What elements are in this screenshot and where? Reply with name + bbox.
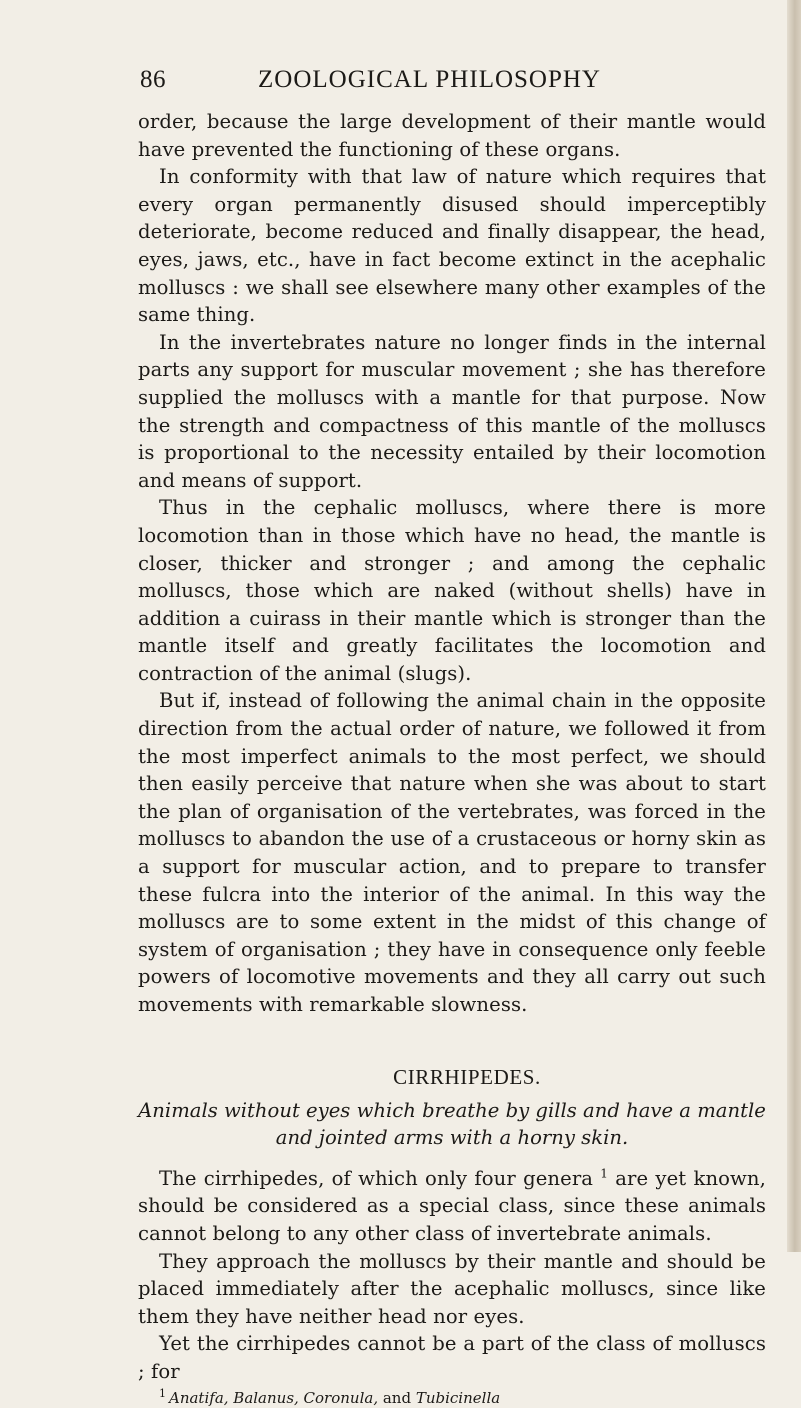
- paragraph-4: Thus in the cephalic molluscs, where there is more locomotion than in those which have no head, the mantle is closer, thicker and stronger ; and among the cephalic molluscs, those which are naked (without shells) have in addition a cuirass in their mantle which is stronger than the mantle itself and greatly facilitates the locomotion and contraction of the animal (slugs).: [138, 496, 766, 685]
- section-paragraph-1-end: are yet known, should be considered as a special class, since these animals cannot belong to any other class of invertebrate animals.: [138, 1166, 766, 1245]
- paragraph-5: But if, instead of following the animal chain in the opposite direction from the actual order of nature, we followed it from the most imperfect animals to the most perfect, we should then easily perceive that nature when she was about to start the plan of organisation of the vertebrates, was forced in the molluscs to abandon the use of a crustaceous or horny skin as a support for muscular action, and to prepare to transfer these fulcra into the interior of the animal. In this way the molluscs are to some extent in the midst of this change of system of organisation ; they have in consequence only feeble powers of locomotive movements and they all carry out such movements with remarkable slowness.: [138, 689, 766, 1016]
- footnote: [138, 1388, 766, 1408]
- footnote-genus-last: Tubicinella: [415, 1388, 501, 1407]
- section-paragraph-1: [138, 1165, 766, 1248]
- page-edge: [787, 0, 801, 1252]
- section-subtitle: Animals without eyes which breathe by gills and have a mantle and jointed arms with a horny skin.: [138, 1098, 766, 1150]
- paragraph-2: In conformity with that law of nature which requires that every organ permanently disused should imperceptibly deteriorate, become reduced and finally disappear, the head, eyes, jaws, etc., have in fact become extinct in the acephalic molluscs : we shall see elsewhere many other examples of the same thing.: [138, 165, 766, 327]
- page-number: 86: [140, 66, 166, 93]
- footnote-reference: 1: [600, 1166, 609, 1181]
- page-body: [138, 108, 766, 1408]
- footnote-connector: and: [378, 1388, 416, 1407]
- paragraph-3: In the invertebrates nature no longer finds in the internal parts any support for muscular movement ; she has therefore supplied the molluscs with a mantle for that purpose. Now the strength and compactness of this mantle of the molluscs is proportional to the necessity entailed by their locomotion and means of support.: [138, 330, 766, 492]
- page-header: [0, 66, 801, 98]
- section-paragraph-3: Yet the cirrhipedes cannot be a part of the class of molluscs ; for: [138, 1332, 766, 1383]
- section-title: CIRRHIPEDES.: [393, 1064, 541, 1089]
- section-paragraph-1-start: The cirrhipedes, of which only four genera: [159, 1166, 594, 1190]
- footnote-mark: 1: [159, 1386, 166, 1400]
- footnote-genera: Anatifa, Balanus, Coronula,: [169, 1388, 379, 1407]
- section-paragraph-2: They approach the molluscs by their mantle and should be placed immediately after the acephalic molluscs, since like them they have neither head nor eyes.: [138, 1249, 766, 1328]
- paragraph-1: order, because the large development of their mantle would have prevented the functioning of these organs.: [138, 110, 766, 161]
- running-title: ZOOLOGICAL PHILOSOPHY: [258, 66, 601, 93]
